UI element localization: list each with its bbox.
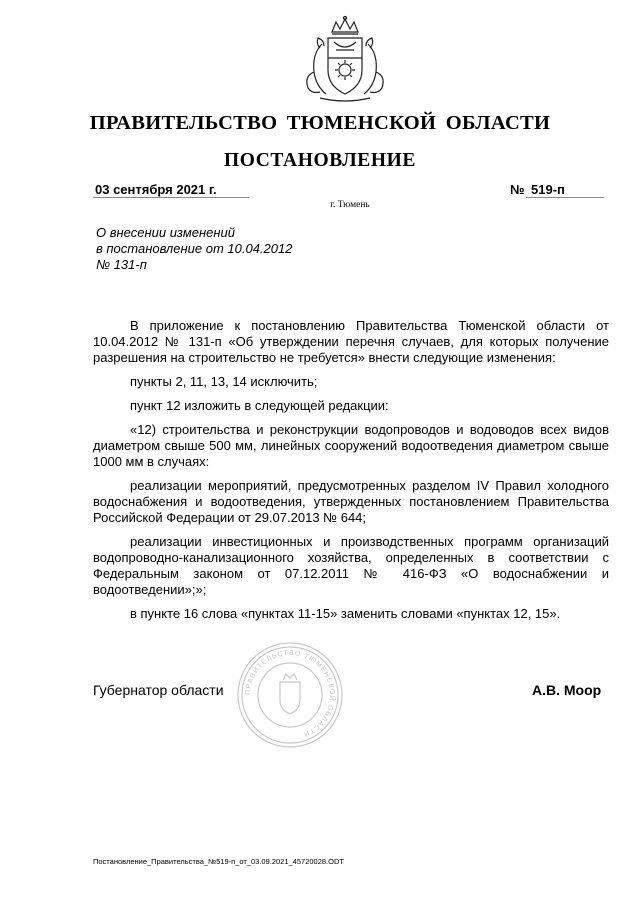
- government-title: ПРАВИТЕЛЬСТВО ТЮМЕНСКОЙ ОБЛАСТИ: [89, 112, 551, 134]
- subject-line: в постановление от 10.04.2012: [96, 241, 293, 256]
- number-label: №: [510, 182, 525, 197]
- document-body: [93, 318, 609, 630]
- subject-line: № 131-п: [96, 257, 147, 272]
- footer-filename: Постановление_Правительства_№519-п_от_03.09.2021_45720028.ODT: [93, 857, 344, 866]
- official-seal-icon: [235, 640, 345, 750]
- city: г. Тюмень: [330, 200, 370, 210]
- body-paragraph: пункты 2, 11, 13, 14 исключить;: [130, 374, 318, 389]
- seal-text: ПРАВИТЕЛЬСТВО ТЮМЕНСКОЙ ОБЛАСТИ: [244, 649, 336, 738]
- coat-of-arms-icon: [290, 14, 400, 106]
- signatory-title: Губернатор области: [93, 682, 224, 698]
- signatory-name: А.В. Моор: [532, 682, 602, 698]
- document-type: ПОСТАНОВЛЕНИЕ: [223, 150, 417, 171]
- body-paragraph: пункт 12 изложить в следующей редакции:: [130, 398, 389, 413]
- date-underline: [93, 197, 249, 198]
- document-subject: [96, 225, 292, 273]
- body-paragraph: «12) строительства и реконструкции водопроводов и водоводов всех видов диаметром свыше 500 мм, линейных сооружений водоотведения диаметром свыше 1000 мм в случаях:: [93, 422, 609, 469]
- document-number: 519-п: [531, 182, 565, 197]
- body-paragraph: реализации инвестиционных и производственных программ организаций водопроводно-канализационного хозяйства, определенных в соответствии с Федеральным законом от 07.12.2011 № 416-ФЗ «О водоснабжении и водоотведении»;»;: [93, 534, 609, 597]
- body-paragraph: в пункте 16 слова «пунктах 11-15» заменить словами «пунктах 12, 15».: [130, 606, 561, 621]
- body-paragraph: В приложение к постановлению Правительства Тюменской области от 10.04.2012 № 131-п «Об утверждении перечня случаев, для которых получение разрешения на строительство не требуется» внести следующие изменения:: [93, 318, 609, 365]
- body-paragraph: реализации мероприятий, предусмотренных разделом IV Правил холодного водоснабжения и водоотведения, утвержденных постановлением Правительства Российской Федерации от 29.07.2013 № 644;: [93, 478, 609, 525]
- document-date: 03 сентября 2021 г.: [95, 182, 217, 197]
- subject-line: О внесении изменений: [96, 225, 235, 240]
- number-underline: [526, 197, 604, 198]
